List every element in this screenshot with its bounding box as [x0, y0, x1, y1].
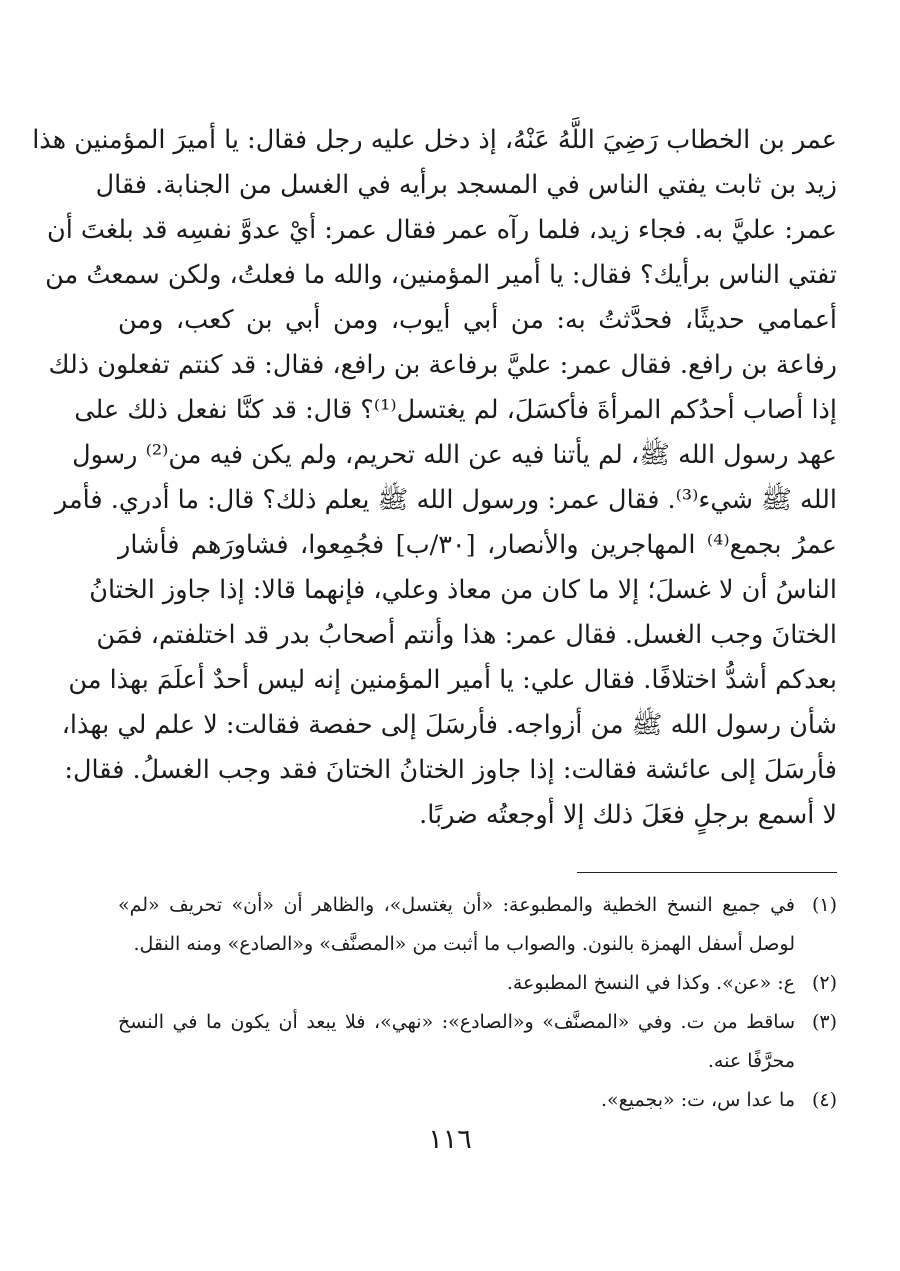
main-text	[32, 118, 837, 838]
footnote-text	[118, 964, 795, 1003]
text-line: أعمامي حديثًا، فحدَّثتُ به: من أبي أيوب، ومن أبي بن كعب، ومن	[118, 305, 837, 335]
text-line: شأن رسول الله ﷺ من أزواجه. فأرسَلَ إلى حفصة فقالت: لا علم لي بهذا،	[61, 710, 837, 740]
footnote-number: (٤)	[811, 1089, 837, 1111]
text-line: تفتي الناس برأيك؟ فقال: يا أمير المؤمنين، والله ما فعلتُ، ولكن سمعتُ من	[45, 260, 837, 290]
text-line: عمرُ بجمع⁽⁴⁾ المهاجرين والأنصار، [٣٠/ب] فجُمِعوا، فشاورَهم فأشار	[118, 530, 837, 560]
text-line: إذا أصاب أحدُكم المرأةَ فأكسَلَ، لم يغتسل⁽¹⁾؟ قال: قد كنَّا نفعل ذلك على	[74, 395, 837, 425]
page-number: ١١٦	[428, 1124, 472, 1155]
footnote-text	[118, 1081, 795, 1120]
text-line: الله ﷺ شيء⁽³⁾. فقال عمر: ورسول الله ﷺ يعلم ذلك؟ قال: ما أدري. فأمر	[54, 485, 837, 515]
footnote-line: لوصل أسفل الهمزة بالنون. والصواب ما أثبت من «المصنَّف» و«الصادع» ومنه النقل.	[133, 933, 795, 955]
footnote-line: محرَّفًا عنه.	[707, 1050, 795, 1072]
text-line: رفاعة بن رافع. فقال عمر: عليَّ برفاعة بن رافع، فقال: قد كنتم تفعلون ذلك	[48, 350, 837, 380]
text-line: الختانَ وجب الغسل. فقال عمر: هذا وأنتم أصحابُ بدر قد اختلفتم، فمَن	[96, 620, 837, 650]
footnote-text	[118, 886, 795, 964]
text-line: الناسُ أن لا غسلَ؛ إلا ما كان من معاذ وعلي، فإنهما قالا: إذا جاوز الختانُ	[89, 575, 837, 605]
text-line: بعدكم أشدُّ اختلافًا. فقال علي: يا أمير المؤمنين إنه ليس أحدٌ أعلَمَ بهذا من	[68, 665, 837, 695]
text-line: عمر بن الخطاب رَضِيَ اللَّهُ عَنْهُ، إذ دخل عليه رجل فقال: يا أميرَ المؤمنين هذا	[32, 125, 837, 155]
text-line: عهد رسول الله ﷺ، لم يأتنا فيه عن الله تحريم، ولم يكن فيه من⁽²⁾ رسول	[72, 440, 837, 470]
footnote-number: (٣)	[811, 1011, 837, 1033]
footnote-line: في جميع النسخ الخطية والمطبوعة: «أن يغتسل»، والظاهر أن «أن» تحريف «لم»	[118, 894, 795, 916]
footnote-text	[118, 1003, 795, 1081]
footnote-line: ساقط من ت. وفي «المصنَّف» و«الصادع»: «نهي»، فلا يبعد أن يكون ما في النسخ	[118, 1011, 795, 1033]
footnote-2	[118, 964, 837, 1003]
text-line: فأرسَلَ إلى عائشة فقالت: إذا جاوز الختانُ الختانَ فقد وجب الغسلُ. فقال:	[64, 755, 837, 785]
footnote-line: ع: «عن». وكذا في النسخ المطبوعة.	[506, 972, 795, 994]
text-line: عمر: عليَّ به. فجاء زيد، فلما رآه عمر فقال عمر: أيْ عدوَّ نفسِه قد بلغتَ أن	[46, 215, 837, 245]
footnotes	[118, 886, 837, 1120]
footnote-4	[118, 1081, 837, 1120]
footnote-line: ما عدا س، ت: «بجميع».	[601, 1089, 795, 1111]
footnote-divider	[577, 872, 837, 873]
text-line: لا أسمع برجلٍ فعَلَ ذلك إلا أوجعتُه ضربًا.	[419, 800, 837, 830]
text-line: زيد بن ثابت يفتي الناس في المسجد برأيه في الغسل من الجنابة. فقال	[95, 170, 837, 200]
footnote-number: (٢)	[811, 972, 837, 994]
footnote-3	[118, 1003, 837, 1081]
footnote-number: (١)	[811, 894, 837, 916]
footnote-1	[118, 886, 837, 964]
